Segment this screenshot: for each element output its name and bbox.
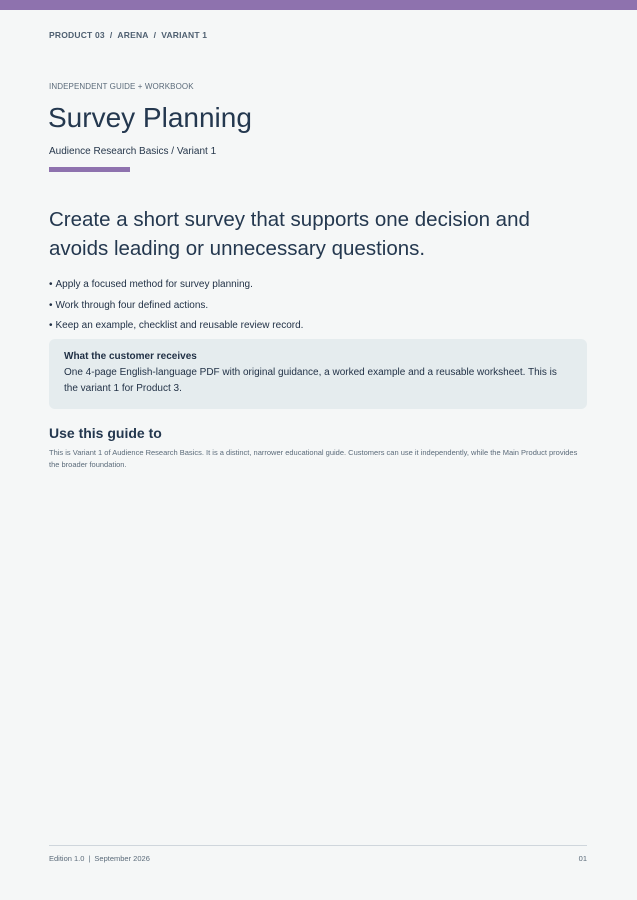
section-body: This is Variant 1 of Audience Research Basics. It is a distinct, narrower educational guide. Customers can use it independently, while the Main Product provides the broader foundation. [49, 448, 578, 469]
bullet-icon: • [49, 320, 53, 331]
bullet-list [49, 278, 303, 340]
list-item-text: Work through four defined actions. [55, 299, 209, 311]
page-subtitle: Audience Research Basics / Variant 1 [49, 146, 217, 157]
footer-edition [49, 854, 150, 863]
list-item [49, 299, 303, 320]
section-heading: Use this guide to [49, 425, 162, 441]
breadcrumb-item-variant: VARIANT 1 [161, 30, 208, 40]
title-accent-rule [49, 167, 130, 172]
footer-separator: | [88, 854, 91, 863]
document-eyebrow: INDEPENDENT GUIDE + WORKBOOK [49, 82, 194, 91]
page-title: Survey Planning [48, 102, 252, 133]
list-item-text: Apply a focused method for survey planning. [55, 279, 253, 290]
list-item [49, 278, 303, 299]
breadcrumb-item-product: PRODUCT 03 [49, 30, 105, 40]
footer-divider [49, 845, 587, 846]
bullet-icon: • [49, 299, 53, 311]
page-number: 01 [578, 854, 587, 863]
lead-statement: Create a short survey that supports one decision and avoids leading or unnecessary questions. [49, 208, 530, 260]
breadcrumb-separator: / [153, 30, 157, 40]
edition-date: September 2026 [94, 854, 150, 863]
breadcrumb [49, 30, 207, 40]
breadcrumb-separator: / [109, 30, 113, 40]
bullet-icon: • [49, 279, 53, 290]
edition-label: Edition 1.0 [49, 854, 85, 863]
list-item-text: Keep an example, checklist and reusable review record. [55, 320, 304, 331]
list-item [49, 319, 303, 340]
breadcrumb-item-arena: ARENA [117, 30, 149, 40]
info-box-text: One 4-page English-language PDF with original guidance, a worked example and a reusable worksheet. This is the variant 1 for Product 3. [64, 367, 557, 394]
top-accent-bar [0, 0, 637, 10]
info-box-title: What the customer receives [64, 351, 197, 362]
customer-receives-box [49, 339, 587, 409]
